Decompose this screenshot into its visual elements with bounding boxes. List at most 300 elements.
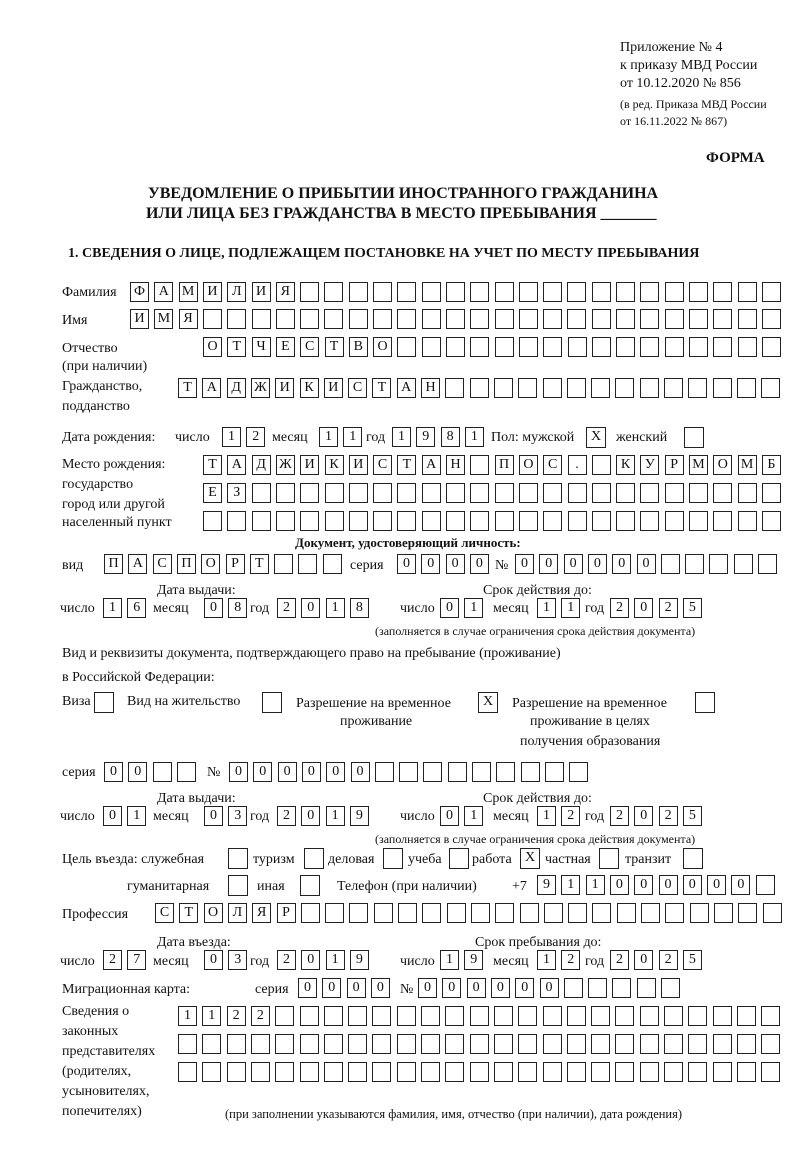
cell-surname[interactable] [373, 282, 392, 302]
cell-profession[interactable]: О [204, 903, 223, 923]
cell-name[interactable] [422, 309, 441, 329]
cell-profession[interactable] [495, 903, 514, 923]
cell-birthplace-2[interactable] [397, 483, 416, 503]
cell-id-issue-year[interactable]: 8 [350, 598, 369, 618]
cell-patronymic[interactable]: С [300, 337, 319, 357]
cell-name[interactable] [495, 309, 514, 329]
cell-patronymic[interactable] [738, 337, 757, 357]
cell-citizenship[interactable] [518, 378, 537, 398]
cell-birthplace-2[interactable] [349, 483, 368, 503]
cell-birthplace-2[interactable] [470, 483, 489, 503]
cell-mc-series[interactable]: 0 [371, 978, 390, 998]
cell-reps-3[interactable] [518, 1062, 537, 1082]
cell-reps-1[interactable] [737, 1006, 756, 1026]
cell-surname[interactable] [470, 282, 489, 302]
cell-birthplace-3[interactable] [689, 511, 708, 531]
checkbox-p-tourism[interactable] [304, 848, 324, 869]
cell-birthplace-3[interactable] [495, 511, 514, 531]
cell-citizenship[interactable]: А [202, 378, 221, 398]
cell-citizenship[interactable]: Ж [251, 378, 270, 398]
cell-id-issue-year[interactable]: 2 [277, 598, 296, 618]
cell-birthplace-2[interactable] [762, 483, 781, 503]
cell-citizenship[interactable]: Д [227, 378, 246, 398]
cell-stay-issue-day[interactable]: 0 [103, 806, 122, 826]
cell-birthplace-3[interactable] [446, 511, 465, 531]
cell-reps-1[interactable] [372, 1006, 391, 1026]
cell-name[interactable] [543, 309, 562, 329]
cell-stay-month[interactable]: 1 [537, 950, 556, 970]
cell-citizenship[interactable] [591, 378, 610, 398]
cell-birthplace-3[interactable] [470, 511, 489, 531]
cell-birthplace-1[interactable]: У [640, 455, 659, 475]
cell-phone[interactable]: 0 [683, 875, 702, 895]
cell-name[interactable] [300, 309, 319, 329]
cell-birthplace-3[interactable] [397, 511, 416, 531]
cell-birthplace-3[interactable] [325, 511, 344, 531]
cell-reps-1[interactable] [543, 1006, 562, 1026]
cell-birthplace-1[interactable]: С [543, 455, 562, 475]
cell-patronymic[interactable] [568, 337, 587, 357]
cell-surname[interactable]: М [179, 282, 198, 302]
cell-profession[interactable] [471, 903, 490, 923]
cell-name[interactable]: М [154, 309, 173, 329]
cell-mc-number[interactable] [564, 978, 583, 998]
cell-birthplace-2[interactable] [519, 483, 538, 503]
cell-surname[interactable] [738, 282, 757, 302]
cell-birthplace-3[interactable] [252, 511, 271, 531]
cell-reps-1[interactable] [275, 1006, 294, 1026]
cell-reps-3[interactable] [348, 1062, 367, 1082]
cell-reps-1[interactable]: 1 [202, 1006, 221, 1026]
cell-patronymic[interactable]: О [373, 337, 392, 357]
cell-stay-series[interactable]: 0 [104, 762, 123, 782]
cell-reps-3[interactable] [275, 1062, 294, 1082]
cell-birthplace-1[interactable]: О [519, 455, 538, 475]
cell-stay-valid-day[interactable]: 0 [440, 806, 459, 826]
cell-reps-2[interactable] [251, 1034, 270, 1054]
cell-name[interactable] [397, 309, 416, 329]
cell-surname[interactable] [689, 282, 708, 302]
cell-id-kind[interactable] [274, 554, 293, 574]
cell-profession[interactable] [592, 903, 611, 923]
cell-birthplace-3[interactable] [203, 511, 222, 531]
cell-birthplace-2[interactable] [592, 483, 611, 503]
cell-reps-2[interactable] [567, 1034, 586, 1054]
cell-name[interactable] [227, 309, 246, 329]
cell-birthplace-2[interactable]: Е [203, 483, 222, 503]
cell-id-number[interactable]: 0 [612, 554, 631, 574]
cell-patronymic[interactable] [689, 337, 708, 357]
cell-birthplace-1[interactable]: Б [762, 455, 781, 475]
cell-surname[interactable]: Я [276, 282, 295, 302]
cell-birthplace-2[interactable] [616, 483, 635, 503]
cell-birthplace-3[interactable] [519, 511, 538, 531]
cell-mc-number[interactable] [637, 978, 656, 998]
cell-id-issue-year[interactable]: 0 [301, 598, 320, 618]
cell-citizenship[interactable] [494, 378, 513, 398]
cell-id-valid-year[interactable]: 0 [634, 598, 653, 618]
cell-name[interactable] [203, 309, 222, 329]
cell-profession[interactable] [763, 903, 782, 923]
cell-birth-day[interactable]: 2 [246, 427, 265, 447]
cell-patronymic[interactable] [762, 337, 781, 357]
cell-stay-number[interactable] [375, 762, 394, 782]
cell-stay-valid-year[interactable]: 2 [610, 806, 629, 826]
cell-reps-3[interactable] [640, 1062, 659, 1082]
cell-mc-number[interactable] [588, 978, 607, 998]
cell-reps-3[interactable] [713, 1062, 732, 1082]
cell-id-series[interactable]: 0 [421, 554, 440, 574]
cell-citizenship[interactable]: С [348, 378, 367, 398]
checkbox-p-official[interactable] [228, 848, 248, 869]
cell-id-number[interactable]: 0 [588, 554, 607, 574]
cell-birthplace-3[interactable] [713, 511, 732, 531]
cell-reps-2[interactable] [470, 1034, 489, 1054]
cell-stay-year[interactable]: 2 [610, 950, 629, 970]
cell-surname[interactable]: И [252, 282, 271, 302]
cell-citizenship[interactable] [543, 378, 562, 398]
cell-reps-3[interactable] [543, 1062, 562, 1082]
cell-birthplace-3[interactable] [276, 511, 295, 531]
cell-birthplace-2[interactable] [495, 483, 514, 503]
cell-birthplace-1[interactable]: К [325, 455, 344, 475]
cell-stay-day[interactable]: 9 [464, 950, 483, 970]
cell-reps-3[interactable] [324, 1062, 343, 1082]
cell-phone[interactable]: 0 [707, 875, 726, 895]
cell-surname[interactable] [762, 282, 781, 302]
cell-stay-number[interactable]: 0 [229, 762, 248, 782]
cell-birthplace-2[interactable] [640, 483, 659, 503]
cell-reps-2[interactable] [202, 1034, 221, 1054]
cell-reps-1[interactable] [348, 1006, 367, 1026]
cell-citizenship[interactable] [688, 378, 707, 398]
cell-id-issue-month[interactable]: 0 [204, 598, 223, 618]
cell-surname[interactable] [713, 282, 732, 302]
cell-stay-valid-month[interactable]: 2 [561, 806, 580, 826]
cell-id-kind[interactable] [323, 554, 342, 574]
cell-reps-2[interactable] [227, 1034, 246, 1054]
cell-reps-3[interactable] [421, 1062, 440, 1082]
cell-profession[interactable] [301, 903, 320, 923]
cell-stay-number[interactable] [569, 762, 588, 782]
cell-surname[interactable] [640, 282, 659, 302]
cell-entry-year[interactable]: 9 [350, 950, 369, 970]
cell-stay-day[interactable]: 1 [440, 950, 459, 970]
cell-name[interactable] [470, 309, 489, 329]
cell-name[interactable] [616, 309, 635, 329]
cell-birthplace-2[interactable] [665, 483, 684, 503]
cell-birthplace-1[interactable]: Ж [276, 455, 295, 475]
cell-citizenship[interactable]: Н [421, 378, 440, 398]
cell-name[interactable] [519, 309, 538, 329]
cell-stay-series[interactable] [177, 762, 196, 782]
cell-citizenship[interactable]: Т [372, 378, 391, 398]
cell-profession[interactable] [325, 903, 344, 923]
cell-patronymic[interactable]: Ч [252, 337, 271, 357]
cell-name[interactable] [762, 309, 781, 329]
cell-id-number[interactable] [661, 554, 680, 574]
cell-birthplace-1[interactable]: О [713, 455, 732, 475]
checkbox-temp-residence-edu[interactable] [695, 692, 715, 713]
cell-birth-day[interactable]: 1 [222, 427, 241, 447]
cell-id-issue-year[interactable]: 1 [326, 598, 345, 618]
cell-profession[interactable] [690, 903, 709, 923]
cell-birthplace-1[interactable]: И [349, 455, 368, 475]
cell-stay-number[interactable] [521, 762, 540, 782]
cell-name[interactable] [689, 309, 708, 329]
cell-birthplace-3[interactable] [568, 511, 587, 531]
cell-id-number[interactable] [758, 554, 777, 574]
cell-profession[interactable] [544, 903, 563, 923]
cell-birthplace-1[interactable]: Т [397, 455, 416, 475]
cell-birthplace-1[interactable]: П [495, 455, 514, 475]
cell-profession[interactable]: Р [277, 903, 296, 923]
cell-profession[interactable] [520, 903, 539, 923]
cell-patronymic[interactable] [470, 337, 489, 357]
cell-patronymic[interactable] [616, 337, 635, 357]
cell-stay-number[interactable]: 0 [351, 762, 370, 782]
cell-reps-3[interactable] [202, 1062, 221, 1082]
cell-reps-3[interactable] [445, 1062, 464, 1082]
cell-reps-1[interactable]: 2 [251, 1006, 270, 1026]
cell-profession[interactable] [398, 903, 417, 923]
cell-stay-issue-year[interactable]: 0 [301, 806, 320, 826]
checkbox-p-humanitarian[interactable] [228, 875, 248, 896]
cell-reps-1[interactable] [397, 1006, 416, 1026]
cell-patronymic[interactable]: Т [325, 337, 344, 357]
checkbox-p-study[interactable] [449, 848, 469, 869]
cell-reps-2[interactable] [178, 1034, 197, 1054]
checkbox-p-other[interactable] [300, 875, 320, 896]
cell-citizenship[interactable] [737, 378, 756, 398]
cell-birthplace-1[interactable]: Т [203, 455, 222, 475]
cell-id-number[interactable]: 0 [515, 554, 534, 574]
cell-reps-1[interactable] [470, 1006, 489, 1026]
checkbox-sex-male[interactable]: X [586, 427, 606, 448]
cell-profession[interactable] [617, 903, 636, 923]
cell-reps-2[interactable] [324, 1034, 343, 1054]
cell-birth-month[interactable]: 1 [343, 427, 362, 447]
cell-surname[interactable] [616, 282, 635, 302]
checkbox-p-work[interactable]: X [520, 848, 540, 869]
cell-stay-number[interactable] [423, 762, 442, 782]
cell-profession[interactable]: С [155, 903, 174, 923]
cell-stay-number[interactable] [472, 762, 491, 782]
checkbox-p-private[interactable] [599, 848, 619, 869]
cell-birth-year[interactable]: 1 [392, 427, 411, 447]
cell-reps-2[interactable] [688, 1034, 707, 1054]
cell-entry-year[interactable]: 0 [301, 950, 320, 970]
cell-reps-2[interactable] [518, 1034, 537, 1054]
cell-patronymic[interactable]: Т [227, 337, 246, 357]
cell-citizenship[interactable]: И [275, 378, 294, 398]
cell-phone[interactable]: 0 [634, 875, 653, 895]
cell-birthplace-2[interactable] [325, 483, 344, 503]
cell-stay-year[interactable]: 5 [683, 950, 702, 970]
cell-birthplace-3[interactable] [592, 511, 611, 531]
cell-entry-year[interactable]: 1 [326, 950, 345, 970]
cell-patronymic[interactable]: О [203, 337, 222, 357]
checkbox-p-business[interactable] [383, 848, 403, 869]
cell-stay-number[interactable]: 0 [326, 762, 345, 782]
cell-citizenship[interactable]: Т [178, 378, 197, 398]
cell-reps-2[interactable] [397, 1034, 416, 1054]
cell-phone[interactable]: 0 [659, 875, 678, 895]
checkbox-residence[interactable] [262, 692, 282, 713]
cell-reps-1[interactable] [591, 1006, 610, 1026]
cell-patronymic[interactable] [446, 337, 465, 357]
cell-birthplace-3[interactable] [762, 511, 781, 531]
checkbox-sex-female[interactable] [684, 427, 704, 448]
cell-reps-2[interactable] [664, 1034, 683, 1054]
cell-id-series[interactable]: 0 [470, 554, 489, 574]
cell-id-issue-day[interactable]: 6 [127, 598, 146, 618]
cell-phone[interactable]: 1 [561, 875, 580, 895]
cell-reps-2[interactable] [543, 1034, 562, 1054]
cell-surname[interactable]: И [203, 282, 222, 302]
cell-reps-3[interactable] [178, 1062, 197, 1082]
cell-stay-number[interactable]: 0 [278, 762, 297, 782]
cell-citizenship[interactable]: И [324, 378, 343, 398]
cell-citizenship[interactable]: А [397, 378, 416, 398]
cell-birthplace-2[interactable] [713, 483, 732, 503]
cell-birthplace-2[interactable] [373, 483, 392, 503]
cell-surname[interactable] [397, 282, 416, 302]
cell-citizenship[interactable] [761, 378, 780, 398]
cell-stay-valid-day[interactable]: 1 [464, 806, 483, 826]
cell-name[interactable]: И [130, 309, 149, 329]
cell-surname[interactable] [349, 282, 368, 302]
cell-birthplace-2[interactable] [568, 483, 587, 503]
cell-profession[interactable] [374, 903, 393, 923]
cell-reps-1[interactable] [494, 1006, 513, 1026]
cell-name[interactable] [640, 309, 659, 329]
cell-stay-month[interactable]: 2 [561, 950, 580, 970]
cell-patronymic[interactable] [519, 337, 538, 357]
cell-id-kind[interactable]: Р [226, 554, 245, 574]
cell-profession[interactable] [641, 903, 660, 923]
cell-surname[interactable] [592, 282, 611, 302]
cell-mc-number[interactable] [661, 978, 680, 998]
cell-reps-1[interactable] [518, 1006, 537, 1026]
cell-id-number[interactable] [734, 554, 753, 574]
cell-entry-day[interactable]: 2 [103, 950, 122, 970]
cell-reps-1[interactable] [713, 1006, 732, 1026]
cell-birthplace-2[interactable] [422, 483, 441, 503]
cell-birthplace-1[interactable]: М [738, 455, 757, 475]
cell-id-valid-month[interactable]: 1 [561, 598, 580, 618]
cell-stay-number[interactable] [399, 762, 418, 782]
cell-stay-number[interactable]: 0 [253, 762, 272, 782]
cell-birthplace-1[interactable]: М [689, 455, 708, 475]
cell-patronymic[interactable] [640, 337, 659, 357]
cell-profession[interactable] [422, 903, 441, 923]
cell-id-number[interactable] [685, 554, 704, 574]
cell-reps-1[interactable]: 2 [227, 1006, 246, 1026]
cell-entry-month[interactable]: 0 [204, 950, 223, 970]
cell-surname[interactable] [665, 282, 684, 302]
cell-reps-1[interactable] [445, 1006, 464, 1026]
cell-birthplace-2[interactable] [276, 483, 295, 503]
cell-reps-1[interactable] [688, 1006, 707, 1026]
cell-stay-valid-month[interactable]: 1 [537, 806, 556, 826]
cell-reps-3[interactable] [615, 1062, 634, 1082]
cell-surname[interactable] [446, 282, 465, 302]
cell-phone[interactable] [756, 875, 775, 895]
cell-birthplace-1[interactable]: А [422, 455, 441, 475]
cell-name[interactable] [738, 309, 757, 329]
cell-patronymic[interactable] [713, 337, 732, 357]
cell-profession[interactable]: Т [179, 903, 198, 923]
cell-surname[interactable] [422, 282, 441, 302]
cell-patronymic[interactable] [543, 337, 562, 357]
cell-stay-number[interactable] [545, 762, 564, 782]
cell-reps-2[interactable] [761, 1034, 780, 1054]
cell-reps-2[interactable] [300, 1034, 319, 1054]
cell-birthplace-2[interactable] [300, 483, 319, 503]
cell-citizenship[interactable] [664, 378, 683, 398]
cell-birthplace-1[interactable]: Д [252, 455, 271, 475]
cell-patronymic[interactable]: Е [276, 337, 295, 357]
cell-birthplace-1[interactable]: К [616, 455, 635, 475]
cell-surname[interactable] [567, 282, 586, 302]
cell-surname[interactable]: Л [227, 282, 246, 302]
cell-id-number[interactable]: 0 [564, 554, 583, 574]
cell-id-valid-day[interactable]: 1 [464, 598, 483, 618]
cell-id-valid-day[interactable]: 0 [440, 598, 459, 618]
cell-reps-1[interactable] [567, 1006, 586, 1026]
cell-birthplace-2[interactable]: З [227, 483, 246, 503]
cell-id-kind[interactable]: А [128, 554, 147, 574]
cell-entry-year[interactable]: 2 [277, 950, 296, 970]
cell-mc-series[interactable]: 0 [322, 978, 341, 998]
cell-citizenship[interactable]: К [300, 378, 319, 398]
cell-reps-3[interactable] [397, 1062, 416, 1082]
cell-id-number[interactable]: 0 [637, 554, 656, 574]
cell-birth-month[interactable]: 1 [319, 427, 338, 447]
cell-phone[interactable]: 0 [731, 875, 750, 895]
cell-birthplace-2[interactable] [446, 483, 465, 503]
cell-phone[interactable]: 0 [610, 875, 629, 895]
cell-reps-2[interactable] [421, 1034, 440, 1054]
cell-name[interactable] [665, 309, 684, 329]
cell-id-series[interactable]: 0 [397, 554, 416, 574]
cell-stay-issue-day[interactable]: 1 [127, 806, 146, 826]
cell-stay-valid-year[interactable]: 2 [659, 806, 678, 826]
cell-reps-2[interactable] [640, 1034, 659, 1054]
cell-birthplace-3[interactable] [349, 511, 368, 531]
checkbox-temp-residence[interactable]: X [478, 692, 498, 713]
cell-reps-2[interactable] [445, 1034, 464, 1054]
cell-id-kind[interactable]: П [104, 554, 123, 574]
cell-mc-number[interactable]: 0 [540, 978, 559, 998]
cell-reps-3[interactable] [591, 1062, 610, 1082]
cell-reps-3[interactable] [567, 1062, 586, 1082]
cell-citizenship[interactable] [640, 378, 659, 398]
cell-citizenship[interactable] [470, 378, 489, 398]
cell-reps-3[interactable] [372, 1062, 391, 1082]
cell-reps-3[interactable] [737, 1062, 756, 1082]
cell-reps-2[interactable] [737, 1034, 756, 1054]
cell-patronymic[interactable]: В [349, 337, 368, 357]
cell-birthplace-1[interactable] [470, 455, 489, 475]
cell-citizenship[interactable] [567, 378, 586, 398]
cell-reps-3[interactable] [688, 1062, 707, 1082]
cell-phone[interactable]: 1 [586, 875, 605, 895]
cell-surname[interactable] [324, 282, 343, 302]
cell-profession[interactable] [714, 903, 733, 923]
cell-reps-1[interactable] [615, 1006, 634, 1026]
